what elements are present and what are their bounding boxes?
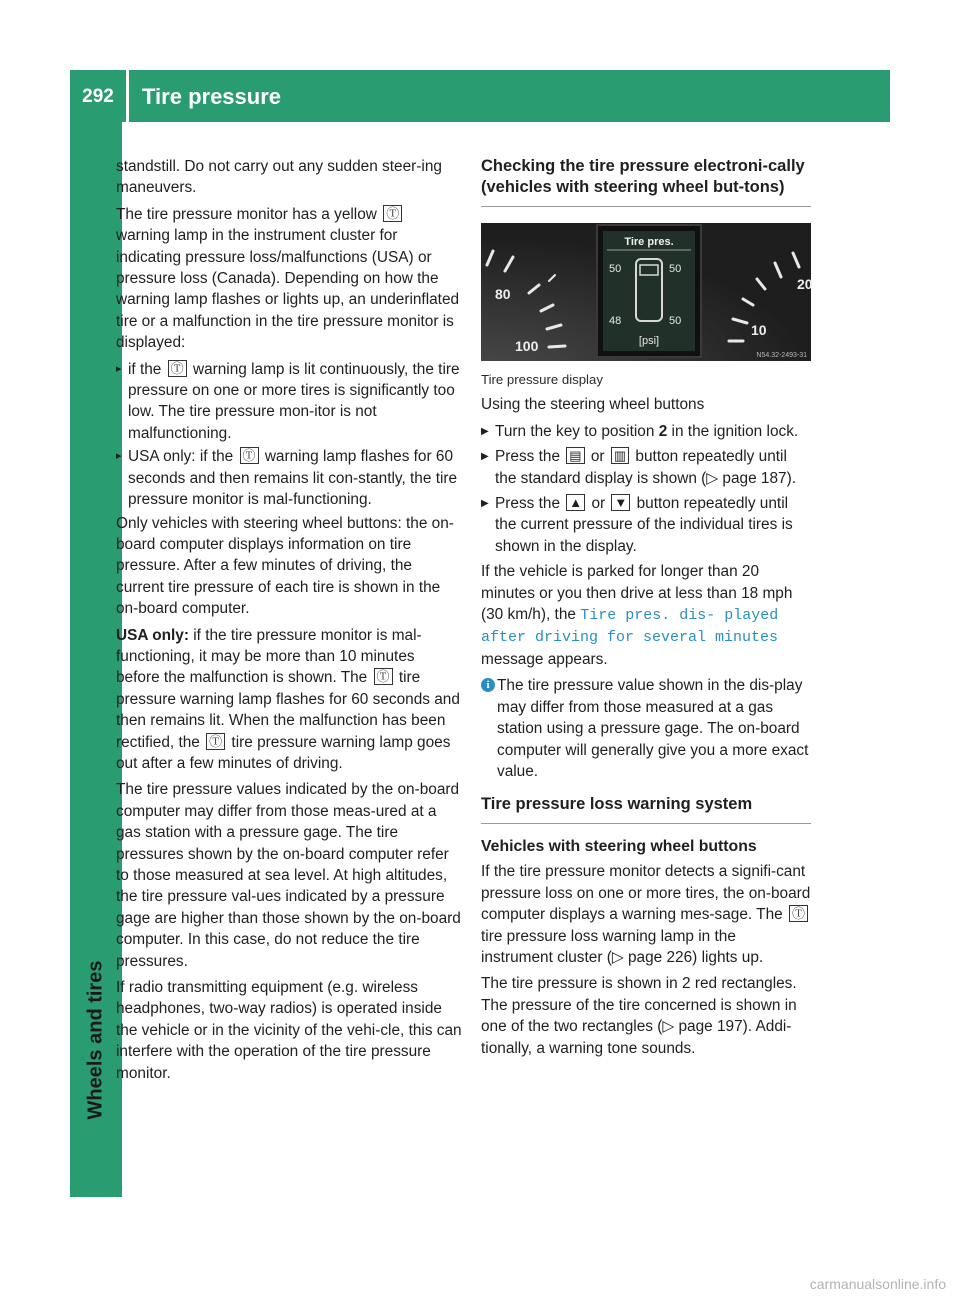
tire-warning-icon: Ⓣ <box>789 905 808 922</box>
front-right-pressure: 50 <box>669 263 682 275</box>
info-icon: i <box>481 678 495 692</box>
display-title: Tire pres. <box>624 236 674 248</box>
page-title: Tire pressure <box>142 84 282 109</box>
paragraph: The tire pressure monitor has a yellow Ⓣ warning lamp in the instrument cluster for indicating pressure loss/malfunctions (USA) or pressure loss (Canada). Depending on how the warning lamp flashes or lights up, an underinflated tire or a malfunction in the tire pressure monitor is displayed: <box>116 205 460 352</box>
tire-warning-icon: Ⓣ <box>240 447 259 464</box>
rpm-label: 10 <box>751 322 767 338</box>
tire-warning-icon: Ⓣ <box>206 733 225 750</box>
instrument-cluster-illustration <box>481 223 811 361</box>
display-forward-icon: ▥ <box>611 447 629 464</box>
rear-left-pressure: 48 <box>609 315 622 327</box>
display-message: Tire pres. dis‐ played after driving for several minutes <box>481 607 779 647</box>
right-column <box>481 156 811 1064</box>
paragraph: If the tire pressure monitor detects a signifi-cant pressure loss on one or more tires, the on-board computer displays a warning mes-sage. The Ⓣ tire pressure loss warning lamp in the instrument cluster (▷ page 226) lights up. <box>481 863 811 966</box>
step-item: ▶ Press the ▤ or ▥ button repeatedly until the standard display is shown (▷ page 187). <box>481 446 811 489</box>
paragraph: standstill. Do not carry out any sudden steer-ing maneuvers. <box>116 158 442 197</box>
rpm-label: 20 <box>797 276 813 292</box>
watermark: carmanualsonline.info <box>809 1276 946 1292</box>
page-number: 292 <box>82 86 114 107</box>
arrow-up-icon: ▲ <box>566 494 585 511</box>
figure-code: N54.32-2493-31 <box>756 352 807 359</box>
tire-warning-icon: Ⓣ <box>383 205 402 222</box>
paragraph: USA only: if the tire pressure monitor is mal-functioning, it may be more than 10 minutes before the malfunction is shown. The Ⓣ tire pressure warning lamp flashes for 60 seconds and then remains lit. When the malfunction has been rectified, the Ⓣ tire pressure warning lamp goes out after a few minutes of driving. <box>116 626 460 772</box>
paragraph: If radio transmitting equipment (e.g. wireless headphones, two-way radios) is operated inside the vehicle or in the vicinity of the vehi-cle, this can interfere with the operation of the tire pressure monitor. <box>116 979 462 1082</box>
paragraph: The tire pressure values indicated by the on-board computer may differ from those meas-ured at a gas station with a pressure gage. The tire pressures shown by the on-board computer refer to those measured at sea level. At high altitudes, the tire pressure val-ues indicated by a pressure gage are higher than those shown by the on-board computer. In this case, do not reduce the tire pressures. <box>116 781 461 970</box>
arrow-down-icon: ▼ <box>611 494 630 511</box>
paragraph: The tire pressure is shown in 2 red rectangles. The pressure of the tire concerned is shown in one of the two rectangles (▷ page 197). Addi-tionally, a warning tone sounds. <box>481 975 797 1057</box>
section-heading: Tire pressure loss warning system <box>481 794 811 824</box>
side-tab <box>72 940 120 1140</box>
header-separator <box>126 70 129 122</box>
display-back-icon: ▤ <box>566 447 584 464</box>
tire-warning-icon: Ⓣ <box>168 360 187 377</box>
speed-label: 80 <box>495 286 511 302</box>
figure-caption: Tire pressure display <box>481 372 603 387</box>
step-item: ▶ Turn the key to position 2 in the ignition lock. <box>481 421 811 442</box>
paragraph: If the vehicle is parked for longer than 20 minutes or you then drive at less than 18 mph (30 km/h), the Tire pres. dis‐ played after driving for several minutes message appears. <box>481 563 793 668</box>
side-tab-marker <box>70 1145 122 1197</box>
front-left-pressure: 50 <box>609 263 622 275</box>
step-item: ▶ Press the ▲ or ▼ button repeatedly until the current pressure of the individual tires is shown in the display. <box>481 493 811 557</box>
list-item: ▸ USA only: if the Ⓣ warning lamp flashes for 60 seconds and then remains lit con-stantly, the tire pressure monitor is mal-functioning. <box>116 446 462 510</box>
paragraph: Only vehicles with steering wheel buttons: the on-board computer displays information on tire pressure. After a few minutes of driving, the current tire pressure of each tire is shown in the on-board computer. <box>116 514 454 618</box>
pressure-unit: [psi] <box>638 335 660 347</box>
section-heading: Checking the tire pressure electroni-cally (vehicles with steering wheel but-tons) <box>481 156 811 207</box>
left-column <box>116 156 462 1089</box>
paragraph: Using the steering wheel buttons <box>481 396 705 414</box>
side-tab-label: Wheels and tires <box>84 960 107 1120</box>
tire-pressure-figure <box>481 223 811 361</box>
info-note: i The tire pressure value shown in the dis-play may differ from those measured at a gas station using a pressure gage. The on-board computer will generally give you a more exact value. <box>481 675 811 782</box>
rear-right-pressure: 50 <box>669 315 682 327</box>
subsection-heading: Vehicles with steering wheel buttons <box>481 838 757 856</box>
list-item: ▸ if the Ⓣ warning lamp is lit continuously, the tire pressure on one or more tires is significantly too low. The tire pressure mon-itor is not malfunctioning. <box>116 359 462 445</box>
tire-warning-icon: Ⓣ <box>374 668 393 685</box>
speed-label: 100 <box>515 338 539 354</box>
